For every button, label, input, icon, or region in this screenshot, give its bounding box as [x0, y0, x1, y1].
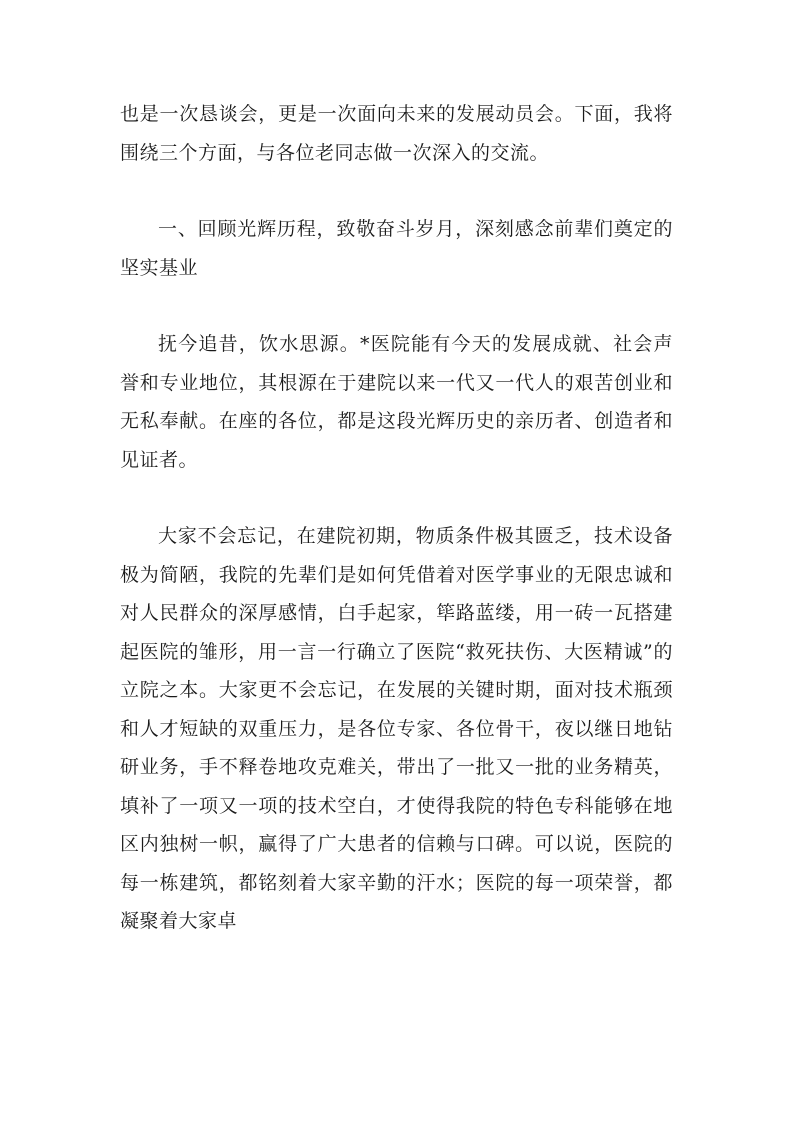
document-page — [120, 95, 673, 941]
paragraph-continuation: 也是一次恳谈会，更是一次面向未来的发展动员会。下面，我将围绕三个方面，与各位老同志做一次深入的交流。 — [120, 103, 673, 164]
paragraph: 大家不会忘记，在建院初期，物质条件极其匮乏，技术设备极为简陋，我院的先辈们是如何凭借着对医学事业的无限忠诚和对人民群众的深厚感情，白手起家，筚路蓝缕，用一砖一瓦搭建起医院的雏形，用一言一行确立了医院“救死扶伤、大医精诚”的立院之本。大家更不会忘记，在发展的关键时期，面对技术瓶颈和人才短缺的双重压力，是各位专家、各位骨干，夜以继日地钻研业务，手不释卷地攻克难关，带出了一批又一批的业务精英，填补了一项又一项的技术空白，才使得我院的特色专科能够在地区内独树一帜，赢得了广大患者的信赖与口碑。可以说，医院的每一栋建筑，都铭刻着大家辛勤的汗水；医院的每一项荣誉，都凝聚着大家卓 — [120, 525, 673, 932]
section-heading: 一、回顾光辉历程，致敬奋斗岁月，深刻感念前辈们奠定的坚实基业 — [120, 218, 673, 279]
paragraph: 抚今追昔，饮水思源。*医院能有今天的发展成就、社会声誉和专业地位，其根源在于建院以来一代又一代人的艰苦创业和无私奉献。在座的各位，都是这段光辉历史的亲历者、创造者和见证者。 — [120, 333, 673, 471]
